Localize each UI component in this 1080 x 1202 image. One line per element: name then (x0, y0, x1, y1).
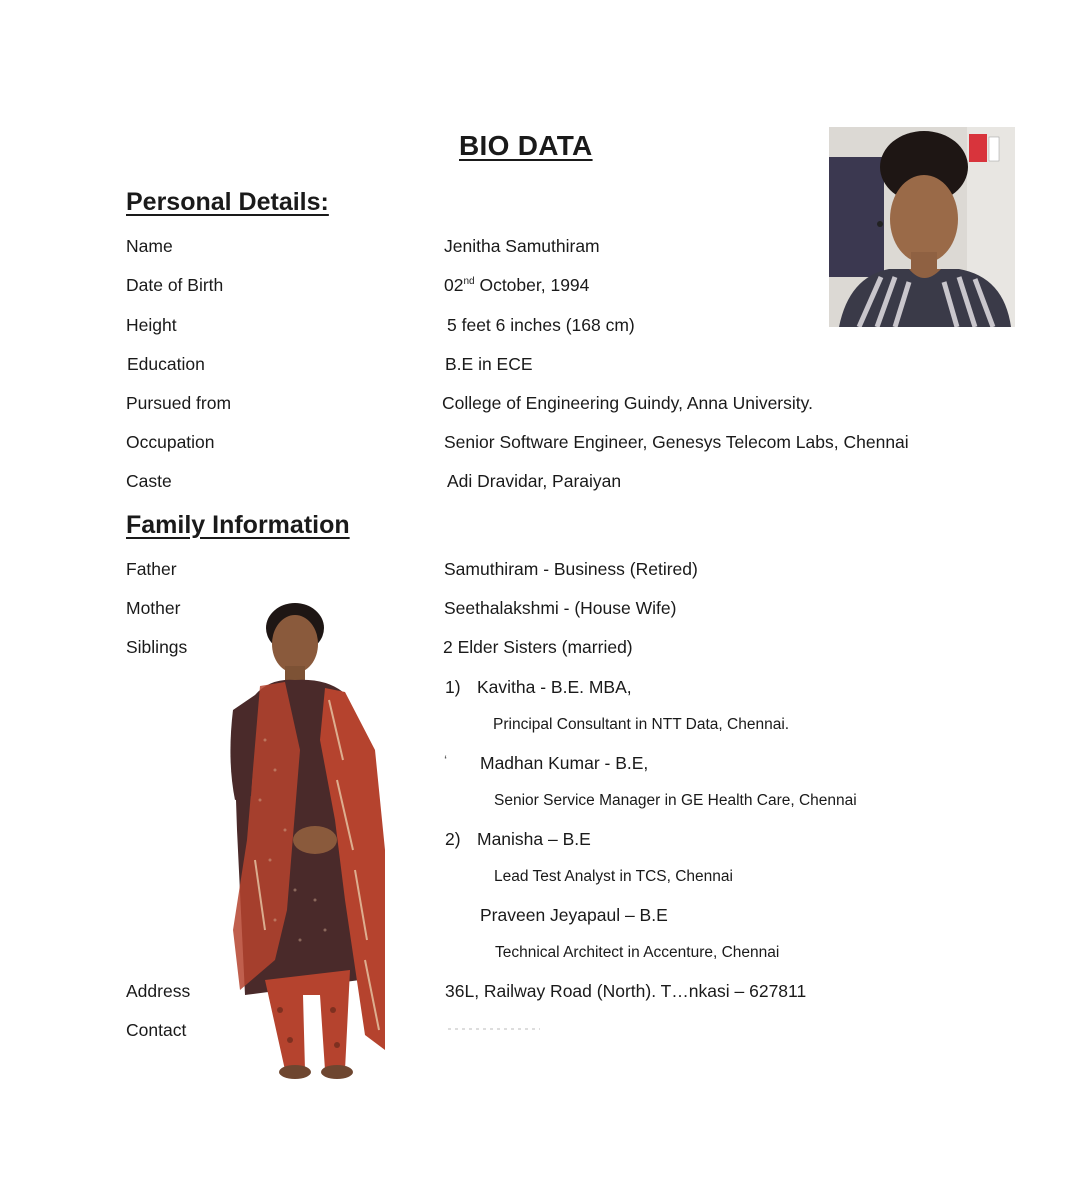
height-label: Height (126, 315, 177, 335)
portrait-photo (829, 127, 1015, 327)
list-mark: ‘ (444, 752, 448, 768)
sibling-1-spouse-occupation: Senior Service Manager in GE Health Care, Chennai (494, 792, 857, 809)
caste-label: Caste (126, 471, 172, 491)
education-value: B.E in ECE (445, 354, 533, 374)
address-value: 36L, Railway Road (North). T…nkasi – 627811 (445, 981, 807, 1001)
father-value: Samuthiram - Business (Retired) (444, 559, 698, 579)
mother-value: Seethalakshmi - (House Wife) (444, 598, 677, 618)
family-information-heading: Family Information (126, 511, 350, 539)
personal-details-heading: Personal Details: (126, 188, 329, 216)
pursued-label: Pursued from (126, 393, 232, 413)
name-value: Jenitha Samuthiram (444, 236, 600, 256)
siblings-value: 2 Elder Sisters (married) (443, 637, 633, 657)
sibling-2-spouse-name: Praveen Jeyapaul – B.E (480, 905, 668, 925)
name-label: Name (126, 236, 173, 256)
occupation-label: Occupation (126, 432, 215, 452)
father-label: Father (126, 559, 177, 579)
sibling-2-occupation: Lead Test Analyst in TCS, Chennai (494, 868, 733, 885)
full-length-photo (225, 600, 400, 1085)
contact-label: Contact (126, 1020, 187, 1040)
sibling-2-number: 2) (445, 829, 461, 849)
siblings-label: Siblings (126, 637, 188, 657)
sibling-1-number: 1) (445, 677, 461, 697)
page-title: BIO DATA (459, 130, 593, 161)
occupation-value: Senior Software Engineer, Genesys Telecom Labs, Chennai (444, 432, 909, 452)
dob-value: 02nd October, 1994 (444, 275, 590, 295)
sibling-2-spouse-occupation: Technical Architect in Accenture, Chennai (495, 944, 780, 961)
dob-label: Date of Birth (126, 275, 224, 295)
sibling-1-occupation: Principal Consultant in NTT Data, Chennai. (493, 716, 790, 733)
mother-label: Mother (126, 598, 181, 618)
caste-value: Adi Dravidar, Paraiyan (447, 471, 622, 491)
redacted-contact (440, 1020, 550, 1034)
education-label: Education (127, 354, 205, 374)
pursued-value: College of Engineering Guindy, Anna University. (442, 393, 813, 413)
sibling-2-name: Manisha – B.E (477, 829, 591, 849)
height-value: 5 feet 6 inches (168 cm) (447, 315, 635, 335)
sibling-1-name: Kavitha - B.E. MBA, (477, 677, 632, 697)
sibling-1-spouse-name: Madhan Kumar - B.E, (480, 753, 649, 773)
address-label: Address (126, 981, 191, 1001)
